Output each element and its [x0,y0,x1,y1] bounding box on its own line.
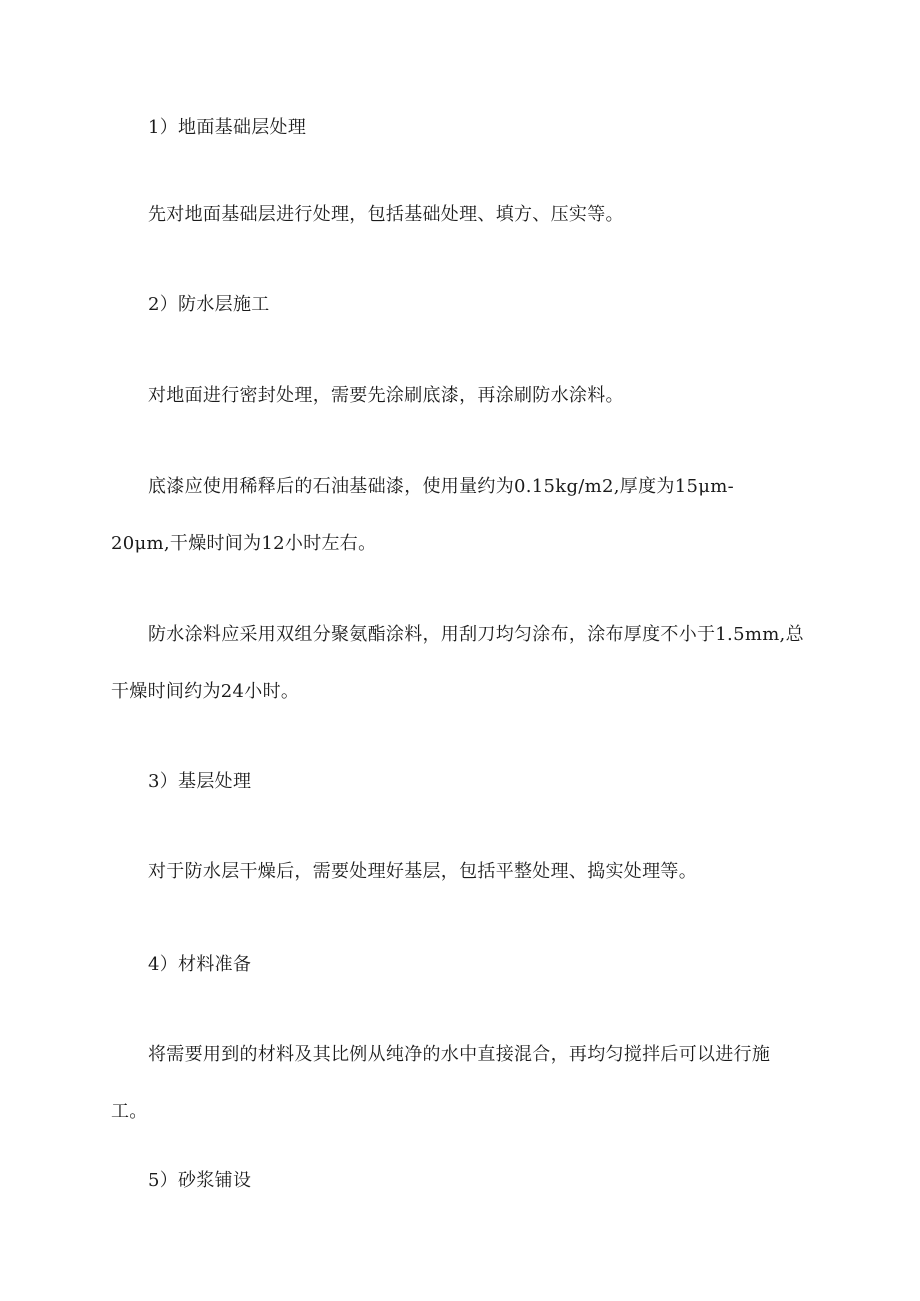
section-heading-3: 3）基层处理 [148,771,252,792]
paragraph-4-line-2: 干燥时间约为24小时。 [111,681,300,702]
section-heading-2: 2）防水层施工 [148,294,270,315]
section-heading-4: 4）材料准备 [148,954,252,975]
paragraph-6-line-2: 工。 [111,1101,148,1122]
paragraph-2: 对地面进行密封处理，需要先涂刷底漆，再涂刷防水涂料。 [148,385,624,406]
paragraph-6-line-1: 将需要用到的材料及其比例从纯净的水中直接混合，再均匀搅拌后可以进行施 [148,1044,771,1065]
paragraph-1: 先对地面基础层进行处理，包括基础处理、填方、压实等。 [148,204,624,225]
section-heading-1: 1）地面基础层处理 [148,117,307,138]
section-heading-5: 5）砂浆铺设 [148,1170,252,1191]
paragraph-3-line-2: 20μm,干燥时间为12小时左右。 [111,533,377,554]
paragraph-4-line-1: 防水涂料应采用双组分聚氨酯涂料，用刮刀均匀涂布，涂布厚度不小于1.5mm,总 [148,624,804,645]
paragraph-3-line-1: 底漆应使用稀释后的石油基础漆，使用量约为0.15kg/m2,厚度为15μm- [148,476,734,497]
paragraph-5: 对于防水层干燥后，需要处理好基层，包括平整处理、捣实处理等。 [148,861,697,882]
